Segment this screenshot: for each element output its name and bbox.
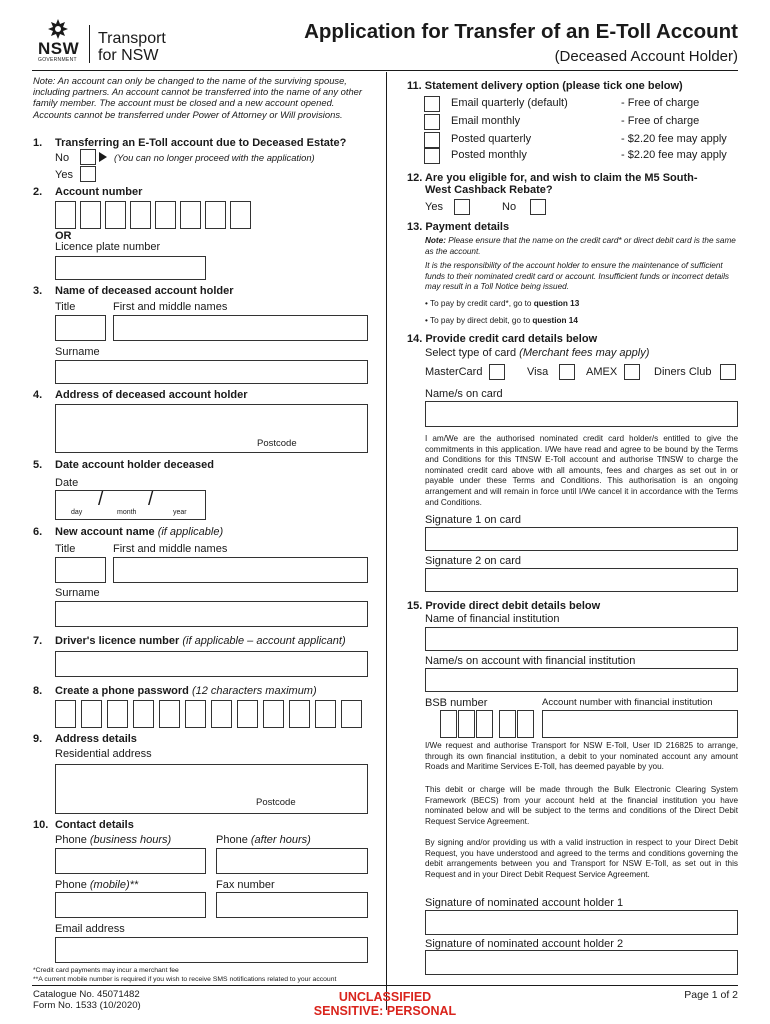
s6-title-label: Title (55, 543, 76, 555)
page-title: Application for Transfer of an E-Toll Account (304, 20, 738, 43)
s6-surname-input[interactable] (55, 601, 368, 627)
s10-phone-bh-text: Phone (55, 834, 87, 846)
s10-title: Contact details (55, 819, 134, 831)
s9-address-input[interactable] (55, 764, 368, 814)
card-mastercard-checkbox[interactable] (489, 364, 505, 380)
s1-no-checkbox[interactable] (80, 149, 96, 165)
s15-bsb-label: BSB number (425, 697, 488, 709)
s10-mobile-text: Phone (55, 879, 87, 891)
s15-sig1-label: Signature of nominated account holder 1 (425, 897, 624, 909)
s7-licence-input[interactable] (55, 651, 368, 677)
s6-first-label: First and middle names (113, 543, 228, 555)
s14-select-italic: (Merchant fees may apply) (519, 347, 650, 359)
s9-residential-label: Residential address (55, 748, 152, 760)
s5-title: Date account holder deceased (55, 459, 214, 471)
date-slash-2: / (148, 489, 154, 510)
s15-request: I/We request and authorise Transport for NSW E-Toll, User ID 216825 to arrange, through its own financial institution, a debit to your nominated account any amount Roads and Maritime Services E-Toll, has deemed payable by you. (425, 741, 738, 772)
s5-date-label: Date (55, 477, 79, 489)
s10-number: 10. (33, 819, 49, 831)
s11-option-1-fee: - Free of charge (621, 97, 700, 109)
s1-yes-checkbox[interactable] (80, 166, 96, 182)
s15-sig2-input[interactable] (425, 950, 738, 975)
s9-postcode-label: Postcode (256, 797, 296, 808)
s10-phone-ah-label (216, 834, 311, 846)
s11-option-4-label: Posted monthly (451, 149, 527, 161)
s10-phone-bh-input[interactable] (55, 848, 206, 874)
s14-title: 14. Provide credit card details below (407, 333, 598, 345)
s12-no-checkbox[interactable] (530, 199, 546, 215)
s8-title (55, 685, 317, 697)
s5-number: 5. (33, 459, 43, 471)
s13-dd-bold: question 14 (532, 316, 578, 325)
plate-label: Licence plate number (55, 241, 161, 253)
s14-sig2-label: Signature 2 on card (425, 555, 522, 567)
s13-dd-instruction (425, 316, 578, 327)
s6-first-input[interactable] (113, 557, 368, 583)
s11-option-2-fee: - Free of charge (621, 115, 700, 127)
s14-sig1-input[interactable] (425, 527, 738, 551)
header-rule (32, 70, 738, 71)
s7-title (55, 635, 346, 647)
s11-option-3-checkbox[interactable] (424, 132, 440, 148)
s6-title-italic: (if applicable) (157, 526, 224, 538)
s3-number: 3. (33, 285, 43, 297)
date-slash-1: / (98, 489, 104, 510)
s6-number: 6. (33, 526, 43, 538)
page-number: Page 1 of 2 (684, 989, 738, 1001)
s15-title: 15. Provide direct debit details below (407, 600, 601, 612)
s11-title: 11. Statement delivery option (please tick one below) (407, 80, 683, 92)
logo-divider (89, 25, 90, 63)
s15-institution-input[interactable] (425, 627, 738, 651)
org-name-line2: for NSW (98, 47, 159, 64)
s3-title-input[interactable] (55, 315, 106, 341)
classification-line2: SENSITIVE: PERSONAL (313, 1004, 457, 1018)
s13-cc-text: • To pay by credit card*, go to (425, 299, 532, 308)
s11-option-3-label: Posted quarterly (451, 133, 532, 145)
s13-note (425, 236, 738, 257)
s12-title-line2: West Cashback Rebate? (425, 184, 553, 196)
s2-title: Account number (55, 186, 143, 198)
s1-number: 1. (33, 137, 43, 149)
s14-sig2-input[interactable] (425, 568, 738, 592)
s6-title (55, 526, 223, 538)
s3-first-label: First and middle names (113, 301, 228, 313)
s10-fax-label: Fax number (216, 879, 275, 891)
s6-surname-label: Surname (55, 587, 100, 599)
s7-number: 7. (33, 635, 43, 647)
s6-title-text: New account name (55, 526, 155, 538)
org-name-line1: Transport (98, 30, 166, 47)
catalogue-number: Catalogue No. 45071482 (33, 989, 140, 1000)
date-month-label: month (117, 509, 137, 516)
logo-subtext: GOVERNMENT (38, 57, 77, 63)
s15-acct-label: Account number with financial institution (542, 697, 713, 708)
card-visa-checkbox[interactable] (559, 364, 575, 380)
s15-signing: By signing and/or providing us with a valid instruction in respect to your Direct Debit Request, you have understood and agreed to the terms and conditions governing the debit arrangements between you and Transport for NSW E-Toll, as set out in this Request and in your Direct Debit Request Service Agreement. (425, 838, 738, 879)
s11-option-4-fee: - $2.20 fee may apply (621, 149, 727, 161)
s8-title-text: Create a phone password (55, 685, 189, 697)
card-diners-checkbox[interactable] (720, 364, 736, 380)
s14-authorisation: I am/We are the authorised nominated credit card holder/s entitled to give the commitments in this application. I/We have read and agree to be bound by the Terms and Conditions for this TfNSW E-Toll account and authorise TfNSW to charge the nominated credit card above with all amounts, fees and charges as set out in or payable under these Terms and Conditions. This authorisation is an ongoing arrangement and will remain in force until I/We cancel it in accordance with the Terms and Conditions. (425, 434, 738, 507)
s1-no-label: No (55, 152, 70, 164)
s1-title: Transferring an E-Toll account due to Deceased Estate? (55, 137, 347, 149)
s13-dd-text: • To pay by direct debit, go to (425, 316, 531, 325)
footer-rule (32, 985, 738, 986)
card-diners-label: Diners Club (654, 366, 712, 378)
date-year-label: year (173, 509, 187, 516)
s14-select-label (425, 347, 649, 359)
s13-cc-instruction (425, 299, 579, 310)
s11-option-3-fee: - $2.20 fee may apply (621, 133, 727, 145)
plate-input[interactable] (55, 256, 206, 280)
s10-phone-ah-italic: (after hours) (250, 834, 311, 846)
s11-option-2-checkbox[interactable] (424, 114, 440, 130)
card-mastercard-label: MasterCard (425, 366, 483, 378)
s15-institution-label: Name of financial institution (425, 613, 560, 625)
s11-option-1-label: Email quarterly (default) (451, 97, 568, 109)
s14-names-label: Name/s on card (425, 388, 503, 400)
s11-option-1-checkbox[interactable] (424, 96, 440, 112)
phone-password-cells[interactable] (55, 700, 370, 728)
s7-title-italic: (if applicable – account applicant) (182, 635, 346, 647)
s14-names-input[interactable] (425, 401, 738, 427)
s1-no-note: (You can no longer proceed with the application) (114, 152, 315, 163)
page-subtitle: (Deceased Account Holder) (554, 48, 738, 65)
s10-phone-ah-input[interactable] (216, 848, 368, 874)
s4-postcode-label: Postcode (257, 438, 297, 449)
s3-surname-input[interactable] (55, 360, 368, 384)
s11-option-2-label: Email monthly (451, 115, 521, 127)
s14-select-text: Select type of card (425, 347, 517, 359)
nsw-logo (34, 18, 84, 64)
s10-email-label: Email address (55, 923, 125, 935)
s10-mobile-italic: (mobile)** (89, 879, 139, 891)
s12-no-label: No (502, 201, 517, 213)
s10-phone-ah-text: Phone (216, 834, 248, 846)
s7-title-text: Driver's licence number (55, 635, 180, 647)
s3-surname-label: Surname (55, 346, 100, 358)
s13-responsibility: It is the responsibility of the account holder to ensure the maintenance of sufficient funds to their nominated credit card or account. Insufficient funds or incorrect details may result in a Toll Notice being issued. (425, 261, 730, 292)
s15-names-label: Name/s on account with financial institution (425, 655, 636, 667)
bsb-cells[interactable] (425, 710, 535, 738)
s13-title: 13. Payment details (407, 221, 510, 233)
s3-title: Name of deceased account holder (55, 285, 234, 297)
arrow-right-icon (99, 152, 107, 162)
s11-option-4-checkbox[interactable] (424, 148, 440, 164)
card-amex-checkbox[interactable] (624, 364, 640, 380)
s10-mobile-input[interactable] (55, 892, 206, 918)
form-number: Form No. 1533 (10/2020) (33, 1000, 141, 1011)
s15-sig2-label: Signature of nominated account holder 2 (425, 938, 624, 950)
s15-names-input[interactable] (425, 668, 738, 692)
s10-phone-bh-italic: (business hours) (89, 834, 172, 846)
s1-yes-label: Yes (55, 169, 73, 181)
column-divider (386, 72, 387, 1010)
s10-fax-input[interactable] (216, 892, 368, 918)
s15-acct-input[interactable] (542, 710, 738, 738)
s13-cc-bold: question 13 (533, 299, 580, 308)
s15-becs: This debit or charge will be made through the Bulk Electronic Clearing System Framework (BECS) from your account held at the financial institution you have nominated below and will be subject to the terms and conditions of the Direct Debit Request Service Agreement. (425, 785, 738, 826)
card-visa-label: Visa (527, 366, 549, 378)
logo-text: NSW (38, 39, 80, 58)
s9-title: Address details (55, 733, 137, 745)
footnote-2: **A current mobile number is required if you wish to receive SMS notifications related to your account (33, 976, 337, 983)
date-day-label: day (71, 509, 83, 516)
s15-sig1-input[interactable] (425, 910, 738, 935)
classification-line1: UNCLASSIFIED (338, 990, 432, 1004)
s12-title-line1: 12. Are you eligible for, and wish to claim the M5 South- (407, 172, 698, 184)
s8-number: 8. (33, 685, 43, 697)
s8-title-italic: (12 characters maximum) (191, 685, 317, 697)
s4-number: 4. (33, 389, 43, 401)
footnote-1: *Credit card payments may incur a merchant fee (33, 967, 179, 974)
waratah-icon (46, 18, 70, 40)
s2-or: OR (55, 230, 72, 242)
s12-yes-label: Yes (425, 201, 443, 213)
s4-title: Address of deceased account holder (55, 389, 248, 401)
s13-note-bold: Note: (425, 236, 446, 245)
s6-title-input[interactable] (55, 557, 106, 583)
s4-address-input[interactable] (55, 404, 368, 453)
card-amex-label: AMEX (586, 366, 618, 378)
s3-title-label: Title (55, 301, 76, 313)
account-number-cells[interactable] (55, 201, 265, 229)
s12-yes-checkbox[interactable] (454, 199, 470, 215)
s10-phone-bh-label (55, 834, 171, 846)
s10-mobile-label (55, 879, 138, 891)
s13-note-text: Please ensure that the name on the credit card* or direct debit card is the same as the account. (425, 236, 736, 256)
s3-first-input[interactable] (113, 315, 368, 341)
s2-number: 2. (33, 186, 43, 198)
intro-note: Note: An account can only be changed to the name of the surviving spouse, including partners. An account cannot be transferred into the name of any other family member. The account must be closed and a new account opened. Accounts cannot be transferred under Power of Attorney or Will provisions. (33, 75, 363, 120)
s14-sig1-label: Signature 1 on card (425, 514, 522, 526)
s10-email-input[interactable] (55, 937, 368, 963)
s9-number: 9. (33, 733, 43, 745)
